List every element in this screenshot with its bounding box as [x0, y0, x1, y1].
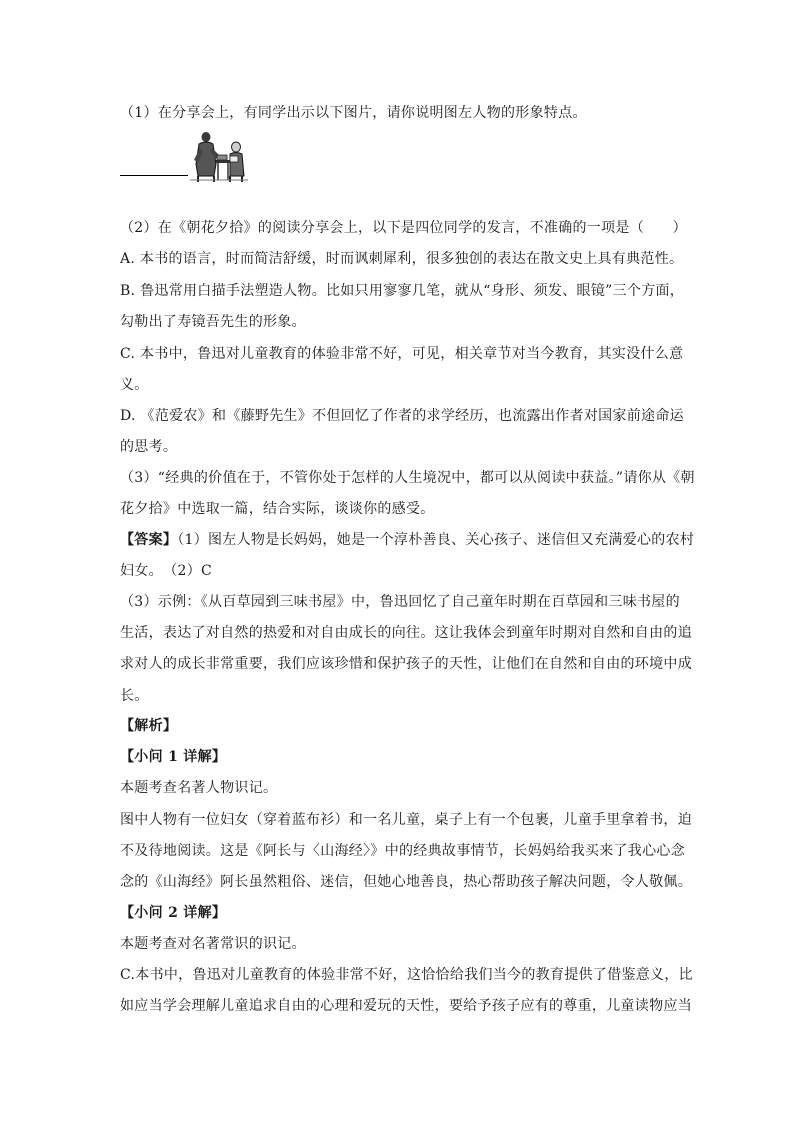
answer-text-1: （1）图左人物是长妈妈，她是一个淳朴善良、关心孩子、迷信但又充满爱心的农村: [177, 532, 695, 548]
question-part-1: （1）在分享会上，有同学出示以下图片，请你说明图左人物的形象特点。: [120, 105, 587, 121]
answer-line-5: 求对人的成长非常重要，我们应该珍惜和保护孩子的天性，让他们在自然和自由的环境中成: [120, 656, 692, 672]
analysis-q2-line-1: 本题考查对名著常识的识记。: [120, 936, 306, 952]
option-b-line-1: B. 鲁迅常用白描手法塑造人物。比如只用寥寥几笔，就从“身形、须发、眼镜”三个方面，: [120, 283, 685, 299]
option-c-line-1: C. 本书中，鲁迅对儿童教育的体验非常不好，可见，相关章节对当今教育，其实没什么意: [120, 346, 684, 362]
question-part-3-line-1: （3）“经典的价值在于，不管你处于怎样的人生境况中，都可以从阅读中获益。”请你从《朝: [120, 470, 695, 486]
answer-line-6: 长。: [120, 688, 149, 704]
analysis-q2-label: 【小问 2 详解】: [120, 905, 227, 921]
figure-area: [120, 130, 280, 182]
analysis-q1-label: 【小问 1 详解】: [120, 749, 227, 765]
question-part-2: （2）在《朝花夕拾》的阅读分享会上，以下是四位同学的发言，不准确的一项是（ ）: [120, 220, 687, 236]
analysis-q2-line-3: 如应当学会理解儿童追求自由的心理和爱玩的天性，要给予孩子应有的尊重，儿童读物应当: [120, 998, 692, 1014]
analysis-q1-line-4: 念的《山海经》阿长虽然粗俗、迷信，但她心地善良，热心帮助孩子解决问题，令人敬佩。: [120, 874, 692, 890]
option-a: A. 本书的语言，时而简洁舒缓，时而讽刺犀利，很多独创的表达在散文史上具有典范性。: [120, 251, 684, 267]
question-part-3-line-2: 花夕拾》中选取一篇，结合实际，谈谈你的感受。: [120, 501, 435, 517]
option-c-line-2: 义。: [120, 377, 149, 393]
answer-line-1: [120, 530, 694, 550]
analysis-label: 【解析】: [120, 718, 178, 734]
answer-blank-line: [120, 175, 188, 176]
option-d-line-2: 的思考。: [120, 439, 178, 455]
old-woman-and-child-reading-illustration: [186, 130, 250, 182]
answer-label: 【答案】: [120, 532, 178, 548]
answer-line-3: （3）示例：《从百草园到三味书屋》中，鲁迅回忆了自己童年时期在百草园和三味书屋的: [120, 594, 680, 610]
analysis-q1-line-3: 不及待地阅读。这是《阿长与〈山海经〉》中的经典故事情节，长妈妈给我买来了我心心念: [120, 843, 685, 859]
option-d-line-1: D. 《范爱农》和《藤野先生》不但回忆了作者的求学经历，也流露出作者对国家前途命运: [120, 408, 684, 424]
answer-line-2: 妇女。 （2）C: [120, 563, 213, 579]
analysis-q2-line-2: C.本书中，鲁迅对儿童教育的体验非常不好，这恰恰给我们当今的教育提供了借鉴意义，比: [120, 967, 693, 983]
analysis-q1-line-2: 图中人物有一位妇女（穿着蓝布衫）和一名儿童，桌子上有一个包裹，儿童手里拿着书，迫: [120, 812, 692, 828]
option-b-line-2: 勾勒出了寿镜吾先生的形象。: [120, 314, 306, 330]
analysis-q1-line-1: 本题考查名著人物识记。: [120, 780, 278, 796]
answer-line-4: 生活，表达了对自然的热爱和对自由成长的向往。这让我体会到童年时期对自然和自由的追: [120, 625, 692, 641]
